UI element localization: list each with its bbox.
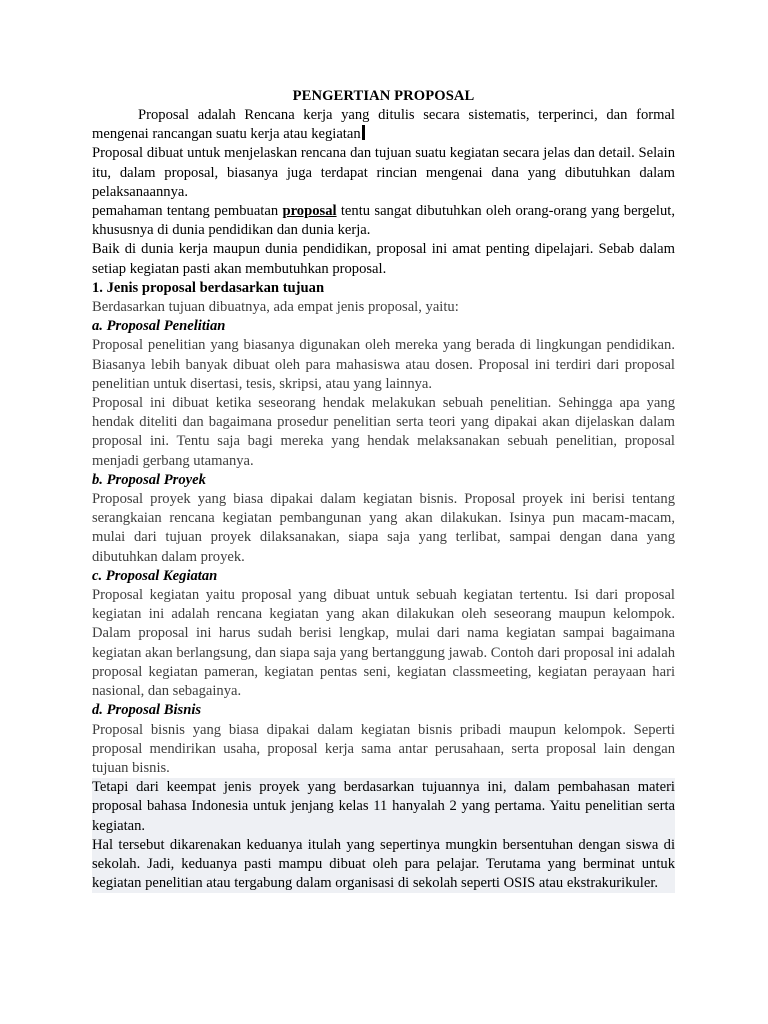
paragraph-importance: Baik di dunia kerja maupun dunia pendidikan, proposal ini amat penting dipelajari. Sebab dalam setiap kegiatan pasti akan membutuhkan proposal. <box>92 241 675 277</box>
document-body <box>92 86 675 893</box>
paragraph-closing-2: Hal tersebut dikarenakan keduanya itulah yang sepertinya mungkin bersentuhan dengan siswa di sekolah. Jadi, keduanya pasti mampu dibuat oleh para pelajar. Terutama yang berminat untuk kegiatan penelitian atau tergabung dalam organisasi di sekolah seperti OSIS atau ekstrakurikuler. <box>92 836 675 892</box>
section-intro: Berdasarkan tujuan dibuatnya, ada empat jenis proposal, yaitu: <box>92 299 459 316</box>
paragraph-closing-1: Tetapi dari keempat jenis proyek yang berdasarkan tujuannya ini, dalam pembahasan materi proposal bahasa Indonesia untuk jenjang kelas 11 hanyalah 2 yang pertama. Yaitu penelitian serta kegiatan. <box>92 779 675 834</box>
subheading-kegiatan: c. Proposal Kegiatan <box>92 567 218 584</box>
subheading-bisnis: d. Proposal Bisnis <box>92 702 202 719</box>
paragraph-understanding <box>92 202 675 240</box>
page-title: PENGERTIAN PROPOSAL <box>292 88 475 104</box>
subheading-penelitian: a. Proposal Penelitian <box>92 318 226 335</box>
proposal-link[interactable]: proposal <box>282 203 337 220</box>
text-cursor <box>362 125 365 140</box>
paragraph-bisnis: Proposal bisnis yang biasa dipakai dalam kegiatan bisnis pribadi maupun kelompok. Seperti proposal mendirikan usaha, proposal kerja sama antar perusahaan, serta proposal lain dengan tujuan bisnis. <box>92 721 675 776</box>
paragraph-purpose: Proposal dibuat untuk menjelaskan rencana dan tujuan suatu kegiatan secara jelas dan detail. Selain itu, dalam proposal, biasanya juga terdapat rincian mengenai dana yang dibutuhkan dalam pelaksanaannya. <box>92 145 675 200</box>
paragraph-kegiatan: Proposal kegiatan yaitu proposal yang dibuat untuk sebuah kegiatan tertentu. Isi dari proposal kegiatan ini adalah rencana kegiatan yang akan dilakukan oleh seseorang maupun kelompok. Dalam proposal ini harus sudah berisi lengkap, mulai dari nama kegiatan sampai bagaimana kegiatan akan berlangsung, dan siapa saja yang bertanggung jawab. Contoh dari proposal ini adalah proposal kegiatan pameran, kegiatan pentas seni, kegiatan classmeeting, kegiatan perayaan hari nasional, dan sebagainya. <box>92 587 675 700</box>
paragraph-definition <box>92 106 675 144</box>
highlighted-closing-block <box>92 778 675 893</box>
paragraph-penelitian-1: Proposal penelitian yang biasanya digunakan oleh mereka yang berada di lingkungan pendidikan. Biasanya lebih banyak dibuat oleh para mahasiswa atau dosen. Proposal ini terdiri dari proposal penelitian untuk disertasi, tesis, skripsi, atau yang lainnya. <box>92 337 675 392</box>
understanding-text-after: tentu sangat dibutuhkan oleh orang-orang yang bergelut, khususnya di dunia pendidikan dan dunia kerja. <box>92 203 675 239</box>
paragraph-penelitian-2: Proposal ini dibuat ketika seseorang hendak melakukan sebuah penelitian. Sehingga apa yang hendak diteliti dan bagaimana prosedur penelitian serta teori yang dipakai akan dijelaskan dalam proposal ini. Tentu saja bagi mereka yang hendak melaksanakan sebuah penelitian, proposal menjadi gerbang utamanya. <box>92 395 675 469</box>
definition-text: Proposal adalah Rencana kerja yang ditulis secara sistematis, terperinci, dan formal mengenai rancangan suatu kerja atau kegiatan <box>92 107 675 143</box>
subheading-proyek: b. Proposal Proyek <box>92 471 206 488</box>
understanding-text-before: pemahaman tentang pembuatan <box>92 203 279 220</box>
section-heading-types: 1. Jenis proposal berdasarkan tujuan <box>92 279 325 296</box>
paragraph-proyek: Proposal proyek yang biasa dipakai dalam kegiatan bisnis. Proposal proyek ini berisi tentang serangkaian rencana kegiatan pembangunan yang akan dilakukan. Isinya pun macam-macam, mulai dari tujuan proyek dilaksanakan, siapa saja yang terlibat, sampai dengan dana yang dibutuhkan dalam proyek. <box>92 491 675 565</box>
